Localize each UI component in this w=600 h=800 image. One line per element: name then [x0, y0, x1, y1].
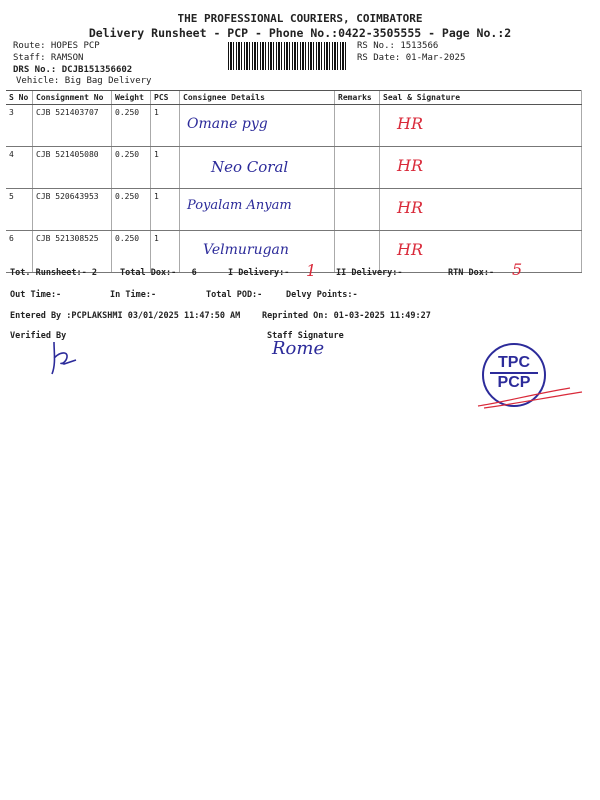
cell-seal [380, 105, 582, 147]
table-row [6, 231, 582, 273]
col-seal: Seal & Signature [380, 91, 582, 105]
cell-sno: 5 [6, 189, 33, 231]
stamp-line2: PCP [497, 374, 531, 391]
seal-handwriting: HR [397, 114, 423, 133]
verified-by-label: Verified By [10, 331, 67, 341]
seal-handwriting: HR [397, 240, 423, 259]
runsheet-table [6, 90, 582, 273]
route-label: Route: HOPES PCP [13, 41, 100, 51]
cell-weight: 0.250 [112, 231, 151, 273]
ii-delivery: II Delivery:- [336, 268, 403, 278]
col-consignment: Consignment No [33, 91, 112, 105]
cell-seal [380, 189, 582, 231]
cell-consignment: CJB 521405080 [33, 147, 112, 189]
col-weight: Weight [112, 91, 151, 105]
col-pcs: PCS [151, 91, 180, 105]
cell-pcs: 1 [151, 231, 180, 273]
consignee-handwriting: Omane pyg [187, 116, 268, 132]
total-dox: Total Dox:- 6 [120, 268, 197, 278]
cell-remarks [335, 105, 380, 147]
cell-pcs: 1 [151, 147, 180, 189]
tot-runsheet: Tot. Runsheet:- 2 [10, 268, 97, 278]
stamp-line1: TPC [490, 354, 538, 374]
cell-consignment: CJB 521403707 [33, 105, 112, 147]
rs-number: RS No.: 1513566 [357, 41, 439, 51]
col-consignee: Consignee Details [180, 91, 335, 105]
consignee-handwriting: Velmurugan [203, 242, 289, 258]
cell-sno: 4 [6, 147, 33, 189]
delvy-points: Delvy Points:- [286, 290, 358, 300]
cell-consignee [180, 105, 335, 147]
vehicle-label: Vehicle: Big Bag Delivery [16, 76, 152, 86]
cell-sno: 3 [6, 105, 33, 147]
table-row [6, 147, 582, 189]
stamp-signature-scribble [474, 384, 590, 412]
cell-remarks [335, 147, 380, 189]
rs-date: RS Date: 01-Mar-2025 [357, 53, 466, 63]
cell-weight: 0.250 [112, 105, 151, 147]
barcode [228, 42, 348, 70]
staff-signature-label: Staff Signature [267, 331, 344, 341]
seal-handwriting: HR [397, 198, 423, 217]
staff-label: Staff: RAMSON [13, 53, 84, 63]
runsheet-subtitle: Delivery Runsheet - PCP - Phone No.:0422-3505555 - Page No.:2 [88, 26, 512, 40]
drs-number: DRS No.: DCJB151356602 [13, 65, 133, 75]
in-time: In Time:- [110, 290, 157, 300]
cell-pcs: 1 [151, 189, 180, 231]
consignee-handwriting: Neo Coral [211, 158, 289, 176]
seal-handwriting: HR [397, 156, 423, 175]
cell-seal [380, 147, 582, 189]
company-title: THE PROFESSIONAL COURIERS, COIMBATORE [177, 12, 423, 25]
cell-pcs: 1 [151, 105, 180, 147]
staff-signature-handwriting: Rome [272, 338, 325, 359]
rtn-dox-handwriting: 5 [512, 260, 523, 279]
cell-consignee [180, 189, 335, 231]
cell-consignment: CJB 520643953 [33, 189, 112, 231]
cell-weight: 0.250 [112, 147, 151, 189]
table-row [6, 189, 582, 231]
table-header-row [6, 91, 582, 105]
cell-consignee [180, 147, 335, 189]
verified-signature [42, 338, 82, 378]
cell-weight: 0.250 [112, 189, 151, 231]
consignee-handwriting: Poyalam Anyam [187, 198, 292, 213]
cell-remarks [335, 231, 380, 273]
i-delivery-handwriting: 1 [306, 261, 317, 280]
out-time: Out Time:- [10, 290, 62, 300]
cell-consignment: CJB 521308525 [33, 231, 112, 273]
col-sno: S No [6, 91, 33, 105]
cell-seal [380, 231, 582, 273]
cell-sno: 6 [6, 231, 33, 273]
col-remarks: Remarks [335, 91, 380, 105]
entered-by: Entered By :PCPLAKSHMI 03/01/2025 11:47:50 AM [10, 311, 241, 321]
total-pod: Total POD:- [206, 290, 263, 300]
i-delivery: I Delivery:- [228, 268, 290, 278]
cell-remarks [335, 189, 380, 231]
rtn-dox: RTN Dox:- [448, 268, 495, 278]
reprinted-on: Reprinted On: 01-03-2025 11:49:27 [262, 311, 431, 321]
table-row [6, 105, 582, 147]
